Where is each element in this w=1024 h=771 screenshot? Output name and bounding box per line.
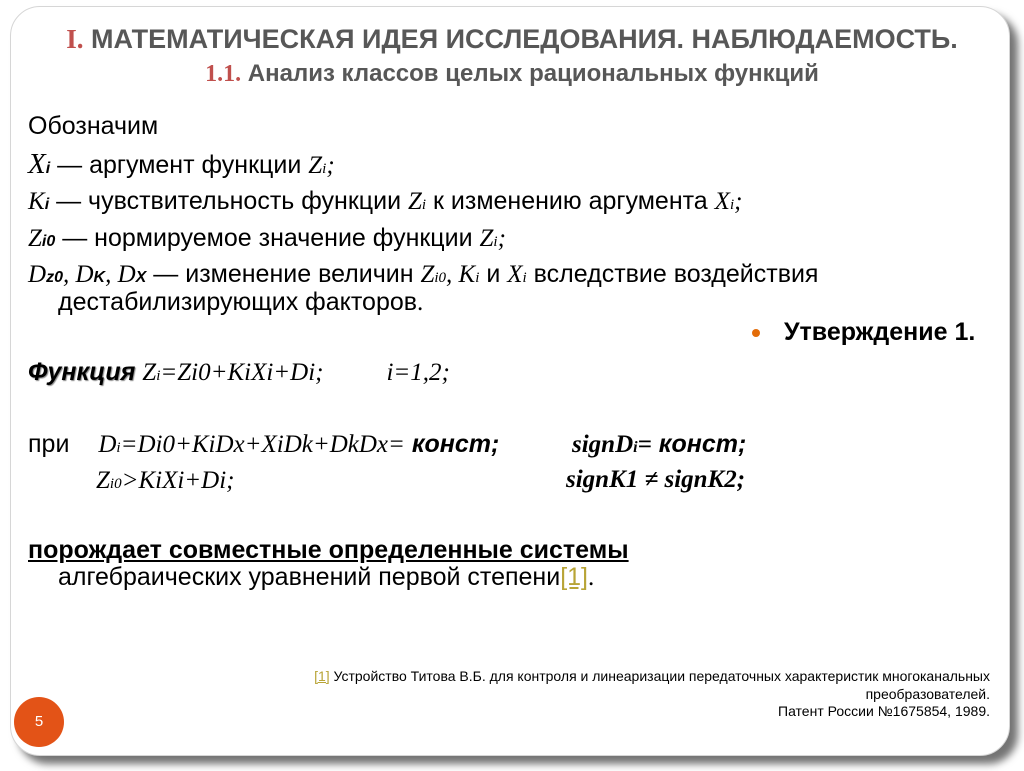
def-xi: Xi — аргумент функции Zi;	[28, 148, 335, 180]
def-dz: Dz0, DK, DX — изменение величин Zi0, Ki и Xi вследствие воздействия	[28, 260, 819, 288]
bullet-icon	[752, 329, 760, 337]
reference-link[interactable]: [1]	[560, 563, 588, 591]
def-zi0: Zi0 — нормируемое значение функции Zi;	[28, 224, 506, 252]
condition-line-2: Zi0>KiXi+Di;	[96, 467, 235, 494]
def-ki: Ki — чувствительность функции Zi к изменению аргумента Xi;	[28, 187, 743, 215]
page-number-badge: 5	[14, 697, 64, 747]
footnote-line-3: Патент России №1675854, 1989.	[778, 703, 990, 719]
sign-k-condition: signK1 ≠ signK2;	[566, 466, 746, 493]
footnote-line-2: преобразователей.	[865, 686, 990, 702]
conclusion-line-2: алгебраических уравнений первой степени[1].	[58, 563, 595, 591]
slide-title: I. МАТЕМАТИЧЕСКАЯ ИДЕЯ ИССЛЕДОВАНИЯ. НАБЛЮДАЕМОСТЬ.	[66, 24, 958, 54]
condition-line-1: при Di=Di0+KiDx+XiDk+DkDx= конст;	[28, 430, 500, 458]
conclusion-line-1: порождает совместные определенные системы	[28, 536, 629, 564]
function-line: Функция Zi=Zi0+KiXi+Di; i=1,2;	[28, 358, 450, 386]
footnote-ref-link[interactable]: [1]	[314, 668, 330, 684]
footnote-line-1: [1] Устройство Титова В.Б. для контроля и линеаризации передаточных характеристик многоканальных	[314, 668, 990, 684]
slide-subtitle: 1.1. Анализ классов целых рациональных функций	[205, 60, 819, 87]
sign-d-condition: signDi= конст;	[572, 430, 747, 458]
def-dz-line2: дестабилизирующих факторов.	[58, 288, 424, 316]
intro-text: Обозначим	[28, 112, 159, 140]
statement-label: Утверждение 1.	[784, 318, 976, 346]
